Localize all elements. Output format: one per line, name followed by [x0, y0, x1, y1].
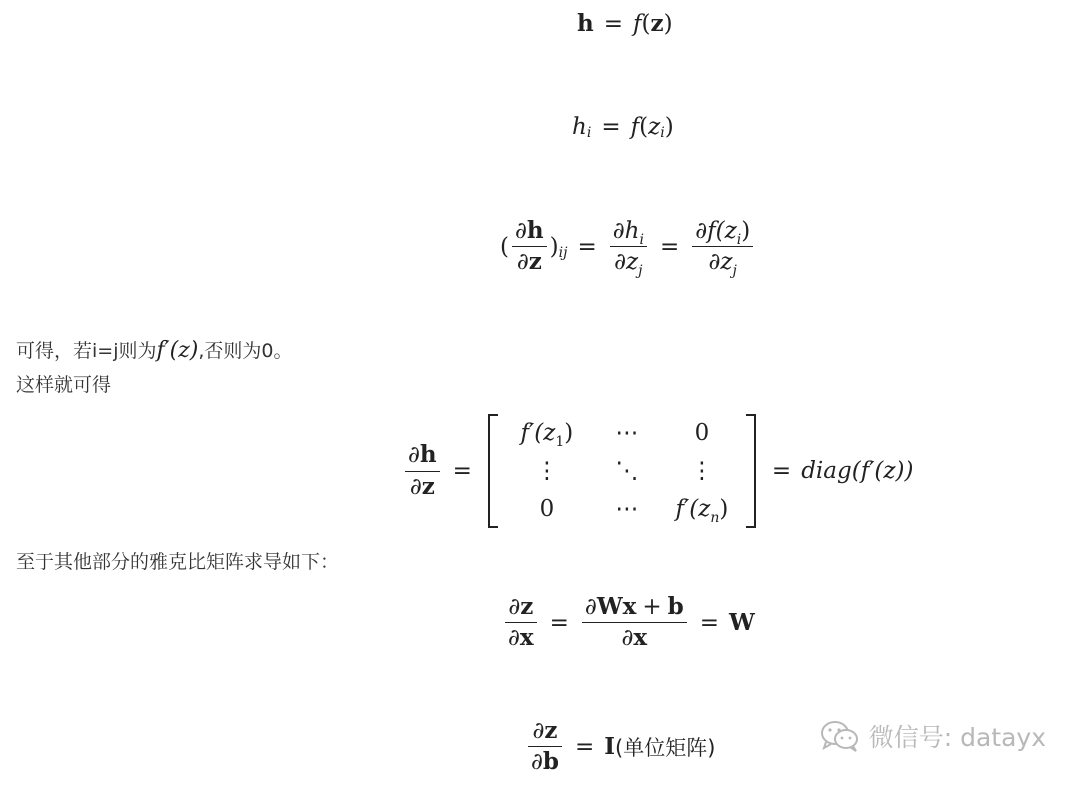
eq3-fz: f(z	[707, 218, 737, 244]
text-line-3: 至于其他部分的雅克比矩阵求导如下：	[16, 551, 340, 573]
eq3-frac-dhi-dzj	[610, 218, 647, 280]
eq6-equals: =	[575, 733, 595, 760]
eq6-partial: ∂	[532, 718, 545, 744]
eq3-equals-1: =	[577, 233, 597, 260]
equation-5	[502, 594, 755, 652]
text-line-1-suffix: ,否则为0。	[198, 340, 293, 362]
eq4-equals-1: =	[452, 458, 472, 484]
eq4-m13: 0	[694, 420, 710, 446]
wechat-icon	[819, 720, 861, 752]
eq2-h-sub: i	[586, 125, 592, 141]
eq6-z: z	[544, 717, 558, 744]
eq5-equals-1: =	[549, 609, 569, 636]
eq4-m33: $f'(z_n)$	[675, 496, 729, 526]
eq5-frac-dWxb-dx	[582, 594, 687, 652]
watermark	[819, 718, 1046, 754]
eq4-h: h	[419, 441, 437, 469]
eq6-note: (单位矩阵)	[615, 735, 716, 760]
eq2-rparen: )	[664, 114, 674, 140]
eq3-zj: z	[720, 249, 733, 276]
eq5-partial: ∂	[508, 594, 521, 620]
eq5-equals-2: =	[699, 609, 720, 636]
equation-4	[402, 414, 913, 528]
eq3-lparen: (	[500, 233, 509, 260]
equation-6	[525, 718, 715, 776]
eq2-z: z	[648, 114, 661, 140]
eq2-lparen: (	[639, 114, 649, 140]
text-line-1-prefix: 可得，若i=j则为	[16, 340, 157, 362]
eq4-m11: $f'(z_1)$	[520, 420, 574, 450]
eq6-partial: ∂	[531, 749, 543, 776]
eq3-partial: ∂	[708, 249, 721, 276]
eq3-h: h	[526, 217, 544, 244]
eq4-m12: ⋯	[615, 420, 639, 446]
eq4-m32: ⋯	[615, 496, 639, 522]
eq2-equals: =	[601, 114, 621, 140]
eq5-x: x	[519, 624, 534, 652]
eq5-x: x	[633, 624, 648, 652]
eq3-close: )	[741, 218, 751, 244]
eq4-m31: 0	[539, 496, 555, 522]
eq2-z-sub: i	[660, 125, 665, 141]
eq3-i: i	[736, 232, 742, 248]
eq3-frac-dh-dz	[512, 218, 547, 276]
eq5-z: z	[520, 593, 534, 620]
eq5-wx: Wx	[596, 593, 637, 620]
eq1-lhs: h	[577, 10, 594, 37]
eq2-f: f	[630, 114, 640, 140]
eq3-partial: ∂	[516, 249, 529, 276]
eq5-partial: ∂	[508, 625, 520, 652]
eq5-W: W	[729, 609, 755, 637]
text-line-1	[16, 336, 293, 363]
eq3-hi: h	[624, 218, 640, 244]
watermark-label: 微信号: datayx	[868, 723, 1046, 752]
eq4-rhs: diag(f′(z))	[801, 458, 914, 484]
eq1-equals: =	[603, 10, 624, 37]
eq3-partial: ∂	[514, 218, 527, 244]
eq6-I: I	[604, 733, 616, 761]
eq3-ij: ij	[558, 244, 568, 261]
eq4-m21: ⋮	[535, 458, 559, 484]
eq5-partial: ∂	[621, 625, 634, 652]
equation-2	[572, 114, 674, 140]
eq3-z: z	[528, 248, 542, 276]
eq3-j: j	[638, 263, 643, 280]
eq4-equals-2: =	[771, 458, 792, 484]
eq4-matrix	[488, 414, 756, 528]
eq3-frac-dfzi-dzj	[692, 218, 753, 280]
eq5-partial: ∂	[584, 594, 597, 620]
eq3-i: i	[639, 232, 644, 248]
eq4-partial: ∂	[408, 442, 420, 469]
eq3-j: j	[732, 263, 737, 280]
eq3-partial: ∂	[695, 218, 708, 244]
eq3-zj: z	[626, 249, 639, 276]
eq1-arg: z	[650, 10, 664, 37]
eq5-frac-dz-dx	[505, 594, 537, 652]
eq4-m22: ⋱	[615, 458, 639, 484]
eq4-partial: ∂	[409, 473, 422, 500]
eq1-rparen: )	[663, 10, 673, 37]
eq3-partial: ∂	[612, 218, 625, 244]
eq1-f: f	[633, 10, 642, 37]
eq4-z: z	[421, 472, 435, 500]
eq4-left-bracket	[488, 414, 498, 528]
eq5-b: b	[667, 593, 684, 620]
eq5-plus: +	[642, 594, 662, 620]
text-line-1-math: f′(z)	[156, 338, 199, 363]
text-line-2: 这样就可得	[16, 374, 112, 396]
eq6-frac-dz-db	[528, 718, 562, 776]
eq2-h: h	[572, 114, 587, 140]
eq3-partial: ∂	[614, 249, 627, 276]
eq4-m23: ⋮	[690, 458, 714, 484]
eq1-lparen: (	[641, 10, 651, 37]
equation-1	[577, 10, 673, 37]
eq4-matrix-grid	[498, 414, 746, 528]
equation-3	[500, 217, 756, 280]
eq3-rparen: )	[549, 233, 559, 260]
eq3-equals-2: =	[659, 233, 680, 260]
eq6-b: b	[542, 748, 559, 776]
eq4-right-bracket	[746, 414, 756, 528]
eq4-frac-dh-dz	[405, 442, 440, 500]
